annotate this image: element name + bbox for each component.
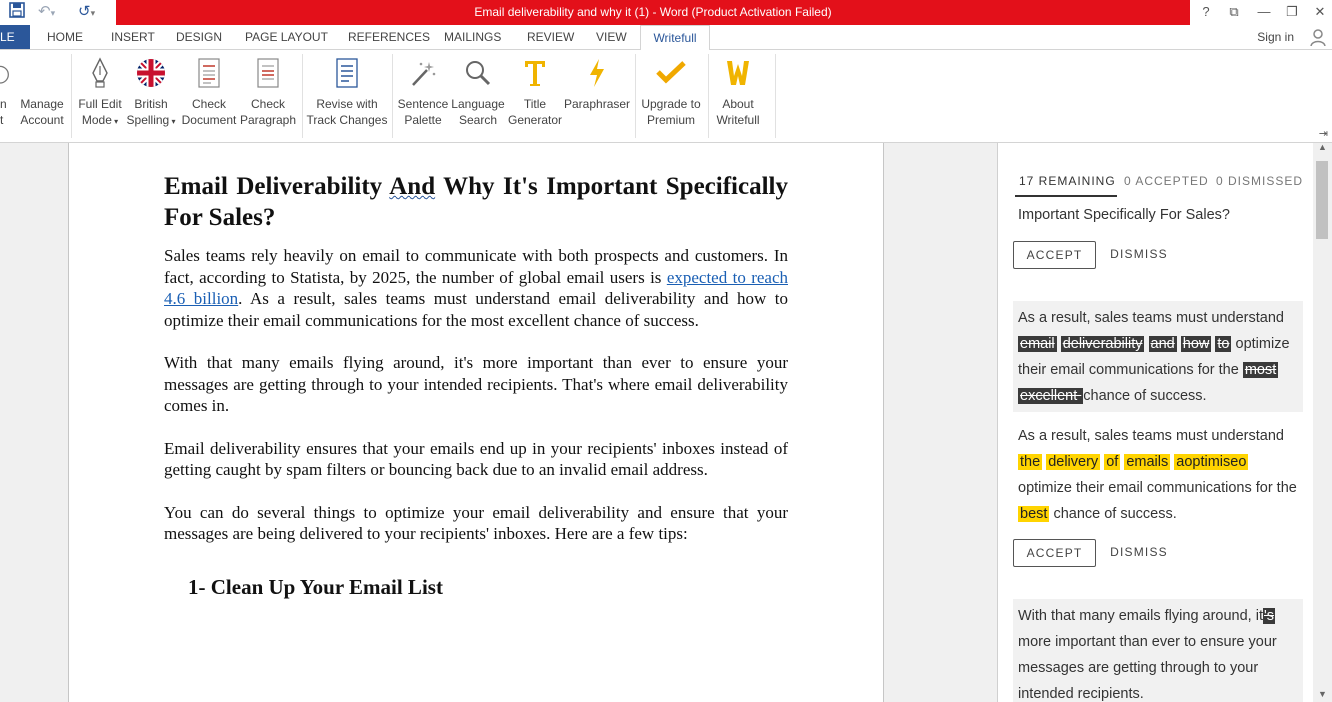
full-edit-mode-button[interactable]: Full Edit Mode ▾ bbox=[75, 56, 125, 130]
undo-icon[interactable]: ↶▾ bbox=[38, 3, 56, 20]
tab-dismissed[interactable]: 0 DISMISSED bbox=[1216, 174, 1304, 188]
suggestion-original-card[interactable]: As a result, sales teams must understand email deliverability and how to optimize their email communications for the most excellent chance of success. bbox=[1013, 301, 1303, 412]
tab-remaining[interactable]: 17 REMAINING bbox=[1019, 174, 1116, 188]
scrollbar-thumb[interactable] bbox=[1316, 161, 1328, 239]
document-icon bbox=[180, 56, 238, 90]
upgrade-premium-button[interactable]: Upgrade to Premium bbox=[639, 56, 703, 128]
ribbon-display-icon[interactable]: ⧉ bbox=[1229, 4, 1239, 19]
ribbon-tabs bbox=[0, 25, 1332, 50]
checkmark-icon bbox=[639, 56, 703, 90]
paraphraser-button[interactable]: Paraphraser bbox=[564, 56, 630, 112]
tab-mailings[interactable]: MAILINGS bbox=[444, 30, 502, 44]
tab-review[interactable]: REVIEW bbox=[527, 30, 575, 44]
manage-account-button[interactable]: Manage Account bbox=[20, 97, 64, 127]
sign-in-link[interactable]: Sign in bbox=[1257, 30, 1294, 44]
tab-accepted[interactable]: 0 ACCEPTED bbox=[1124, 174, 1209, 188]
redo-icon[interactable]: ↺▾ bbox=[78, 3, 96, 20]
writefull-ribbon bbox=[0, 50, 1332, 143]
paragraph-2: With that many emails flying around, it's more important than ever to ensure your messages are getting through to your intended recipients. That's where email deliverability comes in. bbox=[164, 353, 788, 415]
about-writefull-button[interactable]: About Writefull bbox=[712, 56, 764, 128]
paragraph-4: You can do several things to optimize your email deliverability and ensure that your messages are being delivered to your recipients' inboxes. Here are a few tips: bbox=[164, 502, 788, 543]
dismiss-button-2[interactable]: DISMISS bbox=[1110, 545, 1168, 559]
document-heading: Email Deliverability And Why It's Important Specifically For Sales? bbox=[164, 173, 788, 231]
paragraph-3: Email deliverability ensures that your emails end up in your recipients' inboxes instead of getting caught by spam filters or bouncing back due to an invalid email address. bbox=[164, 438, 788, 479]
circle-icon bbox=[0, 56, 10, 90]
tab-home[interactable]: HOME bbox=[47, 30, 83, 44]
sentence-palette-button[interactable]: Sentence Palette bbox=[396, 56, 450, 128]
language-search-button[interactable]: Language Search bbox=[450, 56, 506, 128]
statista-link[interactable]: expected to reach 4.6 billion bbox=[164, 267, 788, 308]
magnifier-icon bbox=[450, 56, 506, 90]
flagged-word[interactable]: And bbox=[389, 173, 436, 200]
title-bar bbox=[0, 0, 1332, 25]
active-tab-indicator bbox=[1015, 195, 1117, 197]
suggestion-revised-card[interactable]: As a result, sales teams must understand the delivery of emails aoptimiseo optimize their email communications for the best chance of success. bbox=[1018, 428, 1297, 522]
paragraph-1: Sales teams rely heavily on email to communicate with both prospects and customers. In fact, according to Statista, by 2025, the number of global email users is expected to reach 4.6 billion. As a result, sales teams must understand email deliverability and how to optimize their email communications for the most excellent chance of success. bbox=[164, 246, 788, 330]
user-icon[interactable] bbox=[1310, 28, 1326, 51]
uk-flag-icon bbox=[124, 56, 178, 90]
writefull-logo-icon bbox=[712, 56, 764, 90]
revise-track-changes-button[interactable]: Revise with Track Changes bbox=[306, 56, 388, 128]
restore-icon[interactable]: ❐ bbox=[1286, 4, 1298, 19]
pin-ribbon-icon[interactable]: ⇥ bbox=[1318, 128, 1328, 140]
close-icon[interactable]: ✕ bbox=[1314, 4, 1326, 19]
pen-nib-icon bbox=[75, 56, 125, 90]
check-document-button[interactable]: Check Document bbox=[180, 56, 238, 128]
tab-file[interactable]: LE bbox=[0, 25, 30, 49]
suggestion-original-card-2[interactable]: With that many emails flying around, it's more important than ever to ensure your messages are getting through to your intended recipients. bbox=[1013, 599, 1303, 702]
section-heading: 1- Clean Up Your Email List bbox=[188, 574, 443, 599]
scroll-up-icon[interactable]: ▲ bbox=[1318, 142, 1327, 152]
title-t-icon bbox=[506, 56, 564, 90]
magic-wand-icon bbox=[396, 56, 450, 90]
help-icon[interactable]: ? bbox=[1202, 4, 1210, 19]
cut-off-button[interactable]: n t bbox=[0, 56, 10, 128]
british-spelling-button[interactable]: British Spelling ▾ bbox=[124, 56, 178, 130]
title-generator-button[interactable]: Title Generator bbox=[506, 56, 564, 128]
tab-design[interactable]: DESIGN bbox=[176, 30, 223, 44]
writefull-panel bbox=[997, 143, 1311, 702]
panel-scrollbar[interactable] bbox=[1313, 143, 1332, 702]
save-icon[interactable] bbox=[9, 2, 25, 22]
tab-view[interactable]: VIEW bbox=[596, 30, 627, 44]
document-area bbox=[0, 143, 997, 702]
accept-button[interactable]: ACCEPT bbox=[1013, 241, 1096, 269]
track-changes-icon bbox=[306, 56, 388, 90]
tab-insert[interactable]: INSERT bbox=[111, 30, 155, 44]
minimize-icon[interactable]: — bbox=[1257, 4, 1271, 19]
check-paragraph-button[interactable]: Check Paragraph bbox=[239, 56, 297, 128]
window-title: Email deliverability and why it (1) - Word (Product Activation Failed) bbox=[116, 0, 1190, 25]
tab-page-layout[interactable]: PAGE LAYOUT bbox=[245, 30, 328, 44]
tab-writefull[interactable]: Writefull bbox=[640, 25, 710, 51]
dismiss-button[interactable]: DISMISS bbox=[1110, 247, 1168, 261]
accept-button-2[interactable]: ACCEPT bbox=[1013, 539, 1096, 567]
document-page[interactable] bbox=[68, 143, 884, 702]
tab-references[interactable]: REFERENCES bbox=[348, 30, 431, 44]
scroll-down-icon[interactable]: ▼ bbox=[1318, 689, 1327, 699]
paragraph-doc-icon bbox=[239, 56, 297, 90]
lightning-icon bbox=[564, 56, 630, 90]
suggestion-partial-text: Important Specifically For Sales? bbox=[1018, 207, 1230, 223]
